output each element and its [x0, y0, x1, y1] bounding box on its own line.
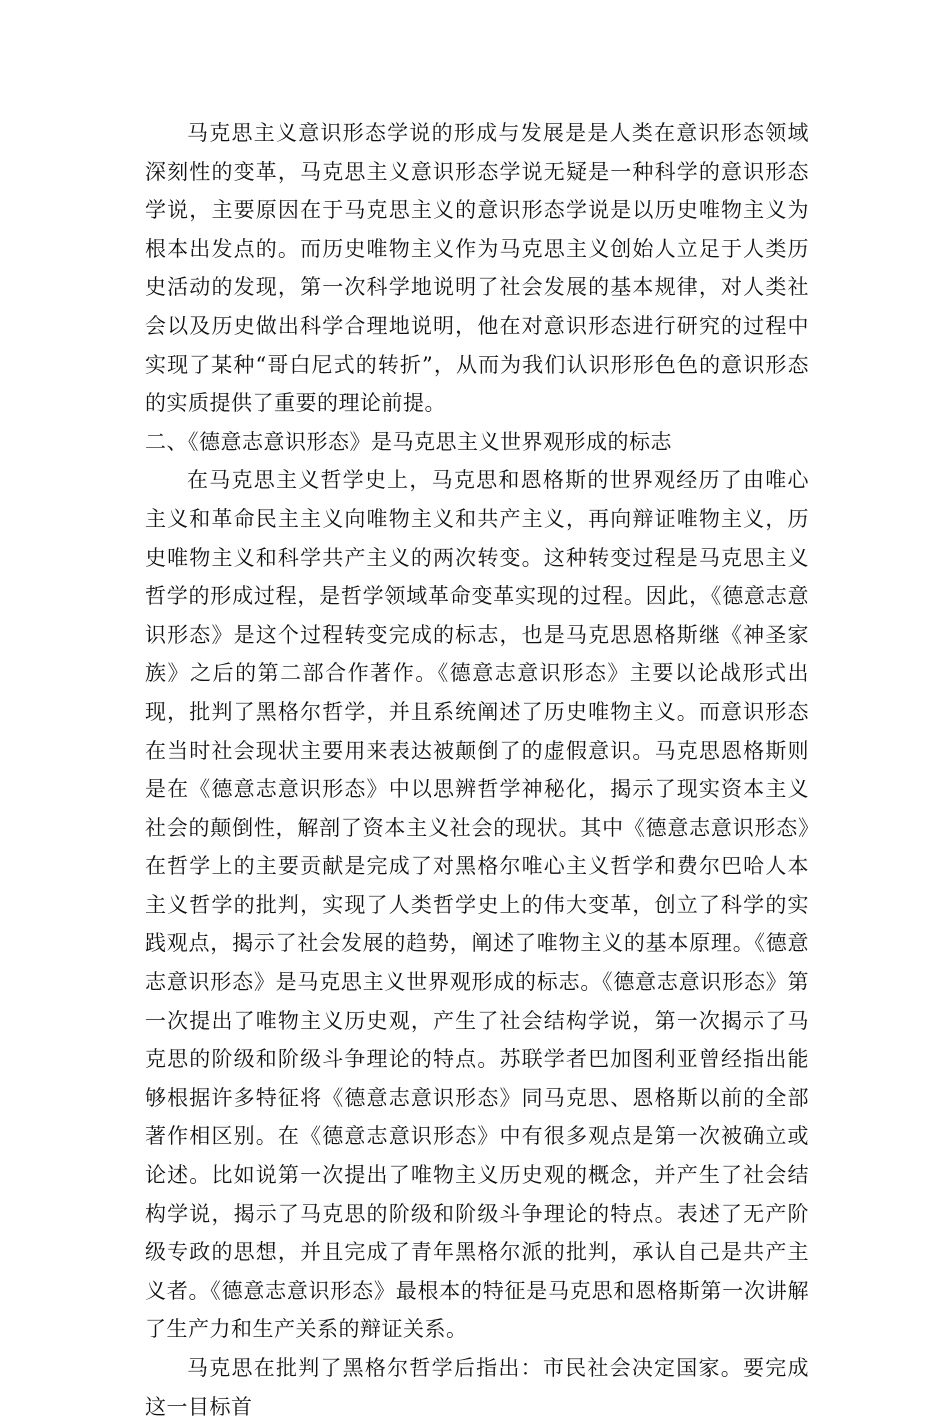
body-paragraph: 在马克思主义哲学史上，马克思和恩格斯的世界观经历了由唯心主义和革命民主主义向唯物主义和共产主义，再向辩证唯物主义，历史唯物主义和科学共产主义的两次转变。这种转变过程是马克思主义哲学的形成过程，是哲学领域革命变革实现的过程。因此，《德意志意识形态》是这个过程转变完成的标志，也是马克思恩格斯继《神圣家族》之后的第二部合作著作。《德意志意识形态》主要以论战形式出现，批判了黑格尔哲学，并且系统阐述了历史唯物主义。而意识形态在当时社会现状主要用来表达被颠倒了的虚假意识。马克思恩格斯则是在《德意志意识形态》中以思辨哲学神秘化，揭示了现实资本主义社会的颠倒性，解剖了资本主义社会的现状。其中《德意志意识形态》在哲学上的主要贡献是完成了对黑格尔唯心主义哲学和费尔巴哈人本主义哲学的批判，实现了人类哲学史上的伟大变革，创立了科学的实践观点，揭示了社会发展的趋势，阐述了唯物主义的基本原理。《德意志意识形态》是马克思主义世界观形成的标志。《德意志意识形态》第一次提出了唯物主义历史观，产生了社会结构学说，第一次揭示了马克思的阶级和阶级斗争理论的特点。苏联学者巴加图利亚曾经指出能够根据许多特征将《德意志意识形态》同马克思、恩格斯以前的全部著作相区别。在《德意志意识形态》中有很多观点是第一次被确立或论述。比如说第一次提出了唯物主义历史观的概念，并产生了社会结构学说，揭示了马克思的阶级和阶级斗争理论的特点。表述了无产阶级专政的思想，并且完成了青年黑格尔派的批判，承认自己是共产主义者。《德意志意识形态》最根本的特征是马克思和恩格斯第一次讲解了生产力和生产关系的辩证关系。 [145, 468, 809, 1342]
document-page [145, 114, 809, 1426]
body-paragraph: 马克思在批判了黑格尔哲学后指出：市民社会决定国家。要完成这一目标首 [145, 1356, 809, 1419]
section-heading: 二、《德意志意识形态》是马克思主义世界观形成的标志 [145, 429, 672, 454]
body-paragraph: 马克思主义意识形态学说的形成与发展是是人类在意识形态领域深刻性的变革，马克思主义意识形态学说无疑是一种科学的意识形态学说，主要原因在于马克思主义的意识形态学说是以历史唯物主义为根本出发点的。而历史唯物主义作为马克思主义创始人立足于人类历史活动的发现，第一次科学地说明了社会发展的基本规律，对人类社会以及历史做出科学合理地说明，他在对意识形态进行研究的过程中实现了某种“哥白尼式的转折”，从而为我们认识形形色色的意识形态的实质提供了重要的理论前提。 [145, 121, 809, 416]
